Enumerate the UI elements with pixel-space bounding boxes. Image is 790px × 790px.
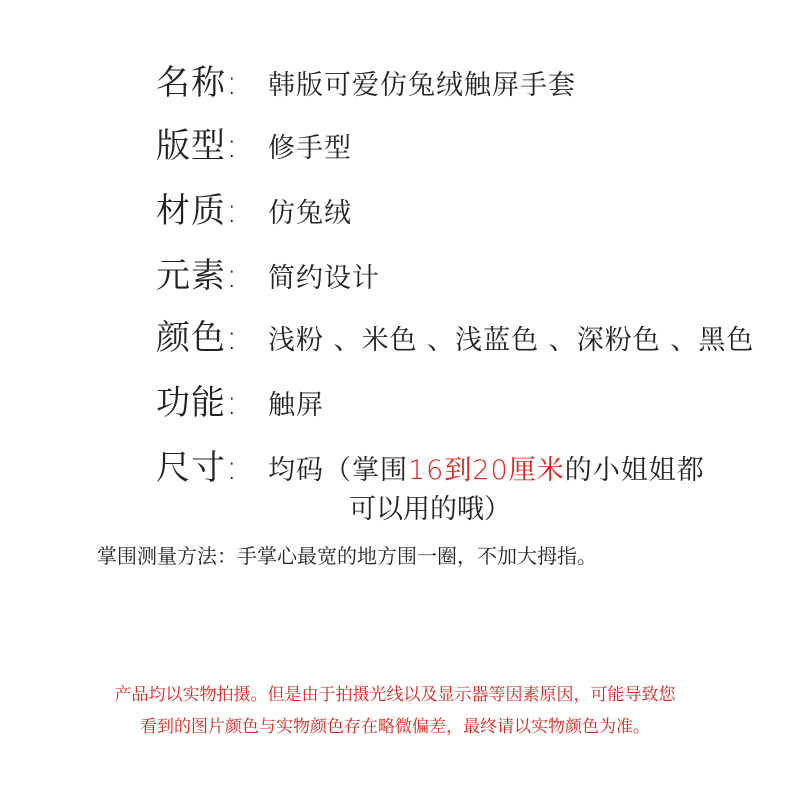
spec-row-element [156, 248, 380, 297]
disclaimer-line-2: 看到的图片颜色与实物颜色存在略微偏差，最终请以实物颜色为准。 [140, 717, 650, 737]
spec-row-fit [156, 118, 352, 167]
spec-row-size [156, 440, 705, 489]
spec-row-function [156, 375, 324, 424]
spec-label: 尺寸: [156, 448, 239, 488]
spec-label: 名称: [156, 63, 239, 103]
spec-value: 修手型 [268, 133, 352, 164]
spec-label: 功能: [156, 383, 239, 423]
spec-value: 浅粉 、米色 、浅蓝色 、深粉色 、黑色 [268, 325, 755, 356]
spec-row-name [156, 55, 576, 104]
spec-label: 版型: [156, 126, 239, 166]
spec-value: 触屏 [268, 390, 324, 421]
disclaimer-line-1: 产品均以实物拍摄。但是由于拍摄光线以及显示器等因素原因，可能导致您 [114, 685, 676, 705]
spec-row-material [156, 183, 352, 232]
measure-note: 掌围测量方法：手掌心最宽的地方围一圈，不加大拇指。 [97, 544, 597, 568]
spec-label: 颜色: [156, 318, 239, 358]
size-suffix: 的小姐姐都 [564, 455, 705, 486]
size-value-line2: 可以用的哦） [349, 494, 511, 525]
spec-value [268, 448, 705, 487]
size-highlight: 16到20厘米 [408, 455, 565, 486]
spec-row-colors [156, 310, 754, 359]
spec-label: 元素: [156, 256, 239, 296]
size-prefix: 均码（掌围 [268, 455, 408, 486]
spec-label: 材质: [156, 191, 239, 231]
spec-value: 简约设计 [268, 263, 380, 294]
spec-value: 仿兔绒 [268, 198, 352, 229]
spec-value: 韩版可爱仿兔绒触屏手套 [268, 70, 576, 101]
